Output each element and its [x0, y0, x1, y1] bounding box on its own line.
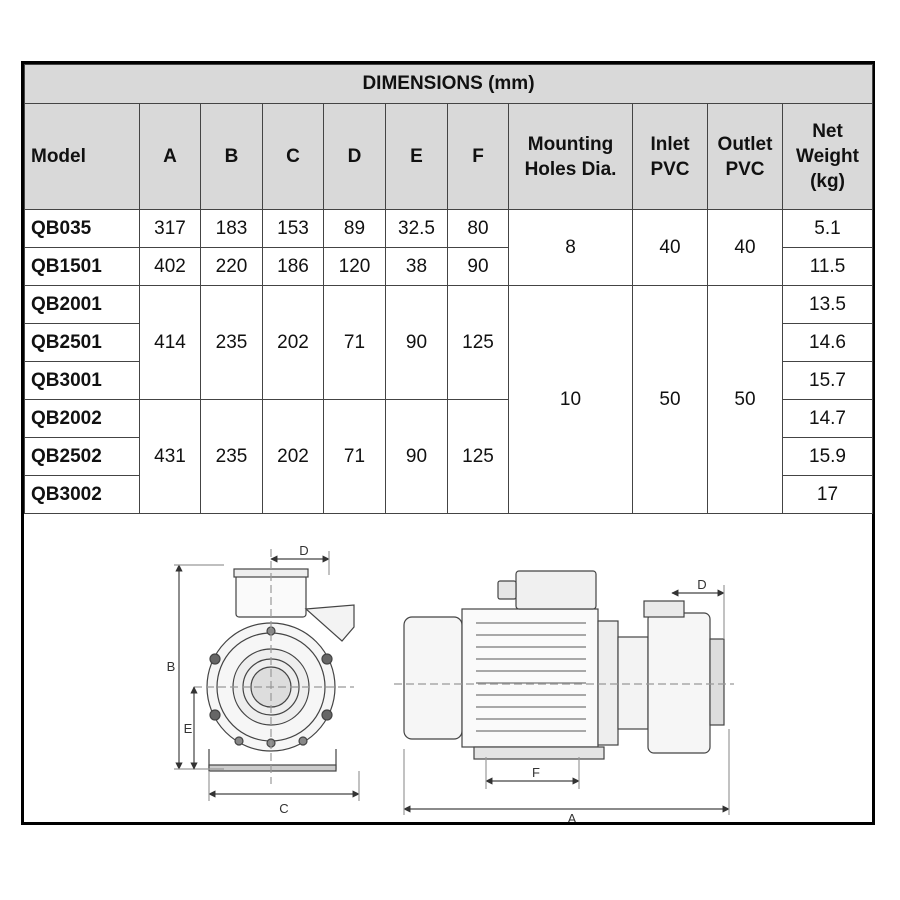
label-a: A: [567, 811, 577, 822]
b-cell: 235: [201, 400, 263, 514]
d-cell: 71: [324, 286, 386, 400]
outlet-cell: 40: [708, 210, 783, 286]
a-cell: 431: [140, 400, 201, 514]
a-cell: 414: [140, 286, 201, 400]
inlet-cell: 40: [633, 210, 708, 286]
header-f: F: [448, 104, 509, 210]
weight-cell: 14.6: [783, 324, 873, 362]
mounting-cell: 8: [509, 210, 633, 286]
e-cell: 90: [386, 286, 448, 400]
f-cell: 90: [448, 248, 509, 286]
d-cell: 120: [324, 248, 386, 286]
model-cell: QB035: [25, 210, 140, 248]
table-title: DIMENSIONS (mm): [25, 65, 873, 104]
outlet-cell: 50: [708, 286, 783, 514]
f-cell: 125: [448, 400, 509, 514]
pump-dimension-drawing: [24, 509, 872, 822]
b-cell: 235: [201, 286, 263, 400]
weight-cell: 15.9: [783, 438, 873, 476]
pump-side-view: [394, 571, 734, 759]
b-cell: 220: [201, 248, 263, 286]
header-c: C: [263, 104, 324, 210]
label-d-side: D: [697, 577, 707, 592]
model-cell: QB2002: [25, 400, 140, 438]
table-row: [25, 210, 873, 248]
b-cell: 183: [201, 210, 263, 248]
c-cell: 186: [263, 248, 324, 286]
label-d-front: D: [299, 543, 309, 558]
header-model: Model: [25, 104, 140, 210]
model-cell: QB3001: [25, 362, 140, 400]
a-cell: 402: [140, 248, 201, 286]
model-cell: QB1501: [25, 248, 140, 286]
dimensions-sheet: [21, 61, 875, 825]
a-cell: 317: [140, 210, 201, 248]
label-f: F: [532, 765, 540, 780]
model-cell: QB2501: [25, 324, 140, 362]
model-cell: QB3002: [25, 476, 140, 514]
e-cell: 32.5: [386, 210, 448, 248]
header-mounting: Mounting Holes Dia.: [509, 104, 633, 210]
header-d: D: [324, 104, 386, 210]
pump-front-view: [194, 549, 354, 784]
e-cell: 90: [386, 400, 448, 514]
label-b: B: [166, 659, 176, 674]
c-cell: 202: [263, 286, 324, 400]
weight-cell: 13.5: [783, 286, 873, 324]
header-b: B: [201, 104, 263, 210]
e-cell: 38: [386, 248, 448, 286]
weight-cell: 11.5: [783, 248, 873, 286]
weight-cell: 17: [783, 476, 873, 514]
dimensions-table: [24, 64, 873, 514]
model-cell: QB2502: [25, 438, 140, 476]
header-e: E: [386, 104, 448, 210]
weight-cell: 15.7: [783, 362, 873, 400]
table-row: [25, 286, 873, 324]
label-c: C: [279, 801, 289, 816]
label-e: E: [183, 721, 193, 736]
model-cell: QB2001: [25, 286, 140, 324]
d-cell: 89: [324, 210, 386, 248]
c-cell: 153: [263, 210, 324, 248]
f-cell: 80: [448, 210, 509, 248]
f-cell: 125: [448, 286, 509, 400]
header-inlet: Inlet PVC: [633, 104, 708, 210]
inlet-cell: 50: [633, 286, 708, 514]
header-weight: Net Weight (kg): [783, 104, 873, 210]
d-cell: 71: [324, 400, 386, 514]
weight-cell: 5.1: [783, 210, 873, 248]
c-cell: 202: [263, 400, 324, 514]
header-row: [25, 104, 873, 210]
mounting-cell: 10: [509, 286, 633, 514]
header-a: A: [140, 104, 201, 210]
weight-cell: 14.7: [783, 400, 873, 438]
header-outlet: Outlet PVC: [708, 104, 783, 210]
